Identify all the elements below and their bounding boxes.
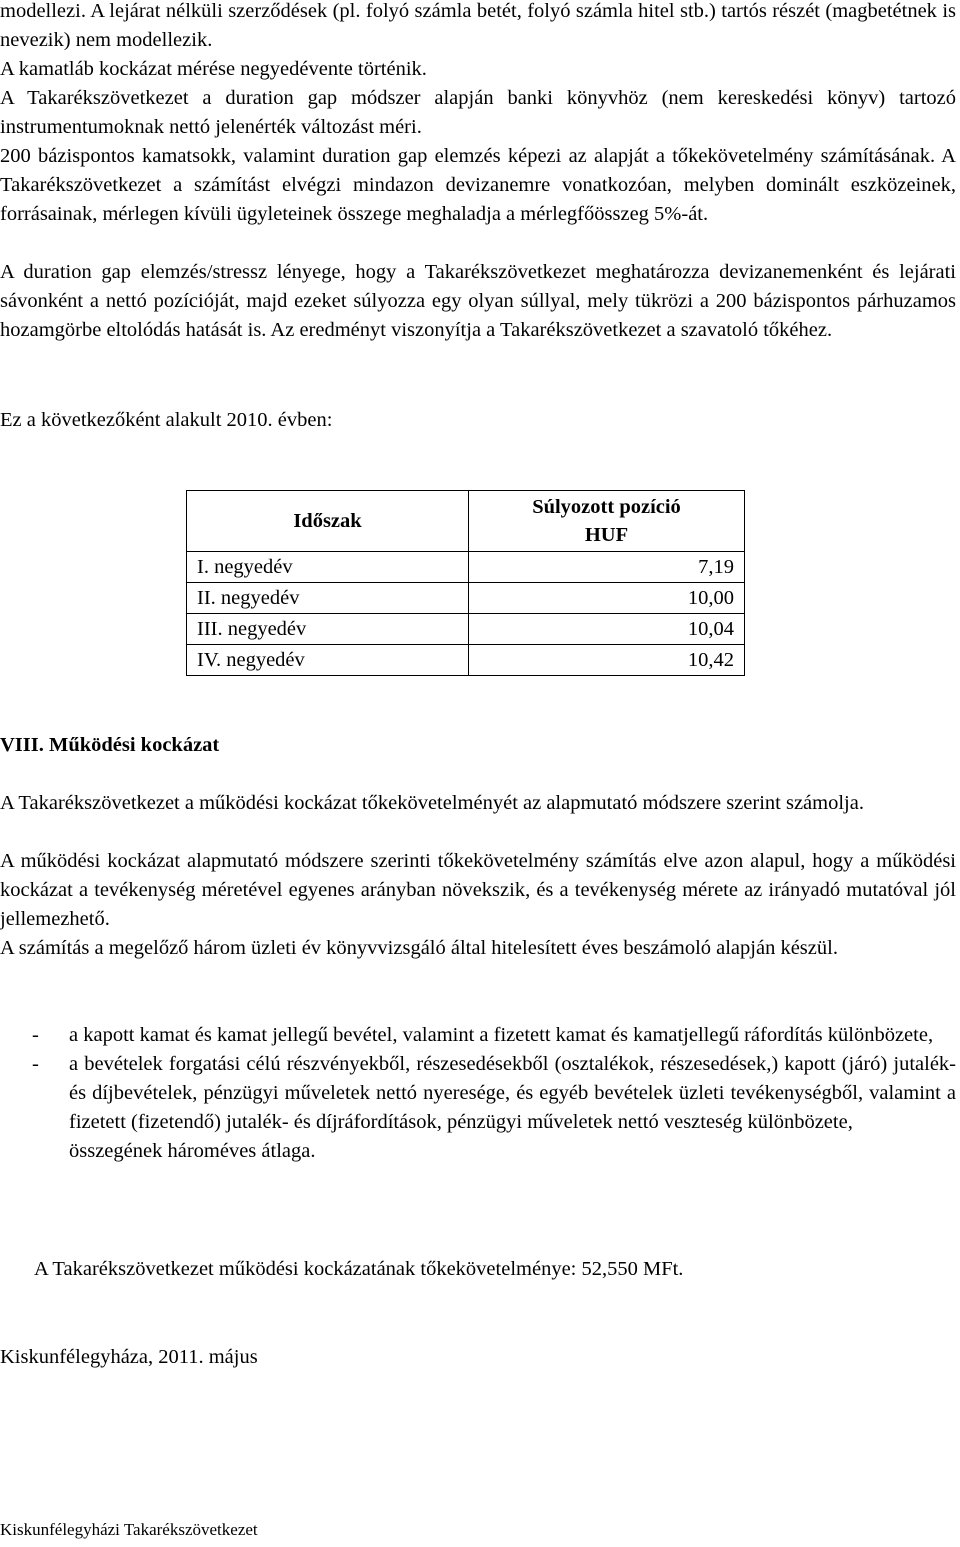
paragraph-measurement-frequency: A kamatláb kockázat mérése negyedévente történik. (0, 58, 427, 80)
place-and-date: Kiskunfélegyháza, 2011. május (0, 1346, 258, 1368)
table-row (187, 645, 745, 676)
table-header-row (187, 491, 745, 552)
header-period: Időszak (187, 491, 469, 552)
list-dash: - (32, 1053, 39, 1075)
paragraph-duration-gap-method: A Takarékszövetkezet a duration gap módszer alapján banki könyvhöz (nem kereskedési könyv) tartozó instrumentumoknak nettó jelenérték változást méri. (0, 87, 956, 138)
capital-requirement-result: A Takarékszövetkezet működési kockázatának tőkekövetelménye: 52,550 MFt. (34, 1258, 684, 1280)
paragraph-model-scope: modellezi. A lejárat nélküli szerződések (pl. folyó számla betét, folyó számla hitel stb.) tartós részét (magbetétnek is nevezik) nem modellezik. (0, 0, 956, 51)
table-row (187, 614, 745, 645)
row-period: II. negyedév (187, 583, 469, 614)
row-period: III. negyedév (187, 614, 469, 645)
row-period: IV. negyedév (187, 645, 469, 676)
paragraph-principle: A működési kockázat alapmutató módszere szerinti tőkekövetelmény számítás elve azon alapul, hogy a működési kockázat a tevékenység méretével egyenes arányban növekszik, és a tevékenység mérete az irányadó mutatóval jól jellemezhető. (0, 850, 956, 930)
paragraph-rate-shock: 200 bázispontos kamatsokk, valamint duration gap elemzés képezi az alapját a tőkekövetelmény számításának. A Takarékszövetkezet a számítást elvégzi mindazon devizanemre vonatkozóan, melyben dominált eszközeinek, forrásainak, mérlegen kívüli ügyleteinek összege meghaladja a mérlegfőösszeg 5%-át. (0, 145, 956, 225)
row-value: 10,00 (469, 583, 745, 614)
row-value: 10,04 (469, 614, 745, 645)
table-row (187, 552, 745, 583)
list-item-text: a bevételek forgatási célú részvényekből, részesedésekből (osztalékok, részesedések,) kapott (járó) jutalék- és díjbevételek, pénzügyi műveletek nettó nyeresége, és egyéb bevételek üzleti tevékenységből, valamint a fizetett (fizetendő) jutalék- és díjráfordítások, pénzügyi műveletek nettó veszteség különbözete, (69, 1053, 956, 1133)
table-row (187, 583, 745, 614)
footer-organization: Kiskunfélegyházi Takarékszövetkezet (0, 1520, 258, 1539)
row-value: 10,42 (469, 645, 745, 676)
list-item-text: a kapott kamat és kamat jellegű bevétel, valamint a fizetett kamat és kamatjellegű ráfordítás különbözete, (69, 1024, 934, 1046)
header-currency: HUF (584, 524, 629, 546)
row-value: 7,19 (469, 552, 745, 583)
list-tail-text: összegének hároméves átlaga. (69, 1140, 316, 1162)
list-tail (0, 1137, 956, 1166)
header-weighted-position (469, 491, 745, 552)
list-dash: - (32, 1024, 39, 1046)
paragraph-basic-indicator: A Takarékszövetkezet a működési kockázat tőkekövetelményét az alapmutató módszere szerint számolja. (0, 792, 864, 814)
list-item (0, 1021, 956, 1050)
paragraph-calculation-basis: A számítás a megelőző három üzleti év könyvvizsgáló által hitelesített éves beszámoló alapján készül. (0, 937, 838, 959)
weighted-position-table (186, 490, 745, 676)
header-weighted-position-label: Súlyozott pozíció (532, 496, 681, 518)
paragraph-stress-essence: A duration gap elemzés/stressz lényege, hogy a Takarékszövetkezet meghatározza devizanemenként és lejárati sávonként a nettó pozícióját, majd ezeket súlyozza egy olyan súllyal, mely tükrözi a 200 bázispontos párhuzamos hozamgörbe eltolódás hatását is. Az eredményt viszonyítja a Takarékszövetkezet a szavatoló tőkéhez. (0, 261, 956, 341)
row-period: I. negyedév (187, 552, 469, 583)
section-heading: VIII. Működési kockázat (0, 734, 220, 756)
list-item (0, 1050, 956, 1137)
table-intro: Ez a következőként alakult 2010. évben: (0, 409, 333, 431)
components-list (0, 1021, 956, 1166)
